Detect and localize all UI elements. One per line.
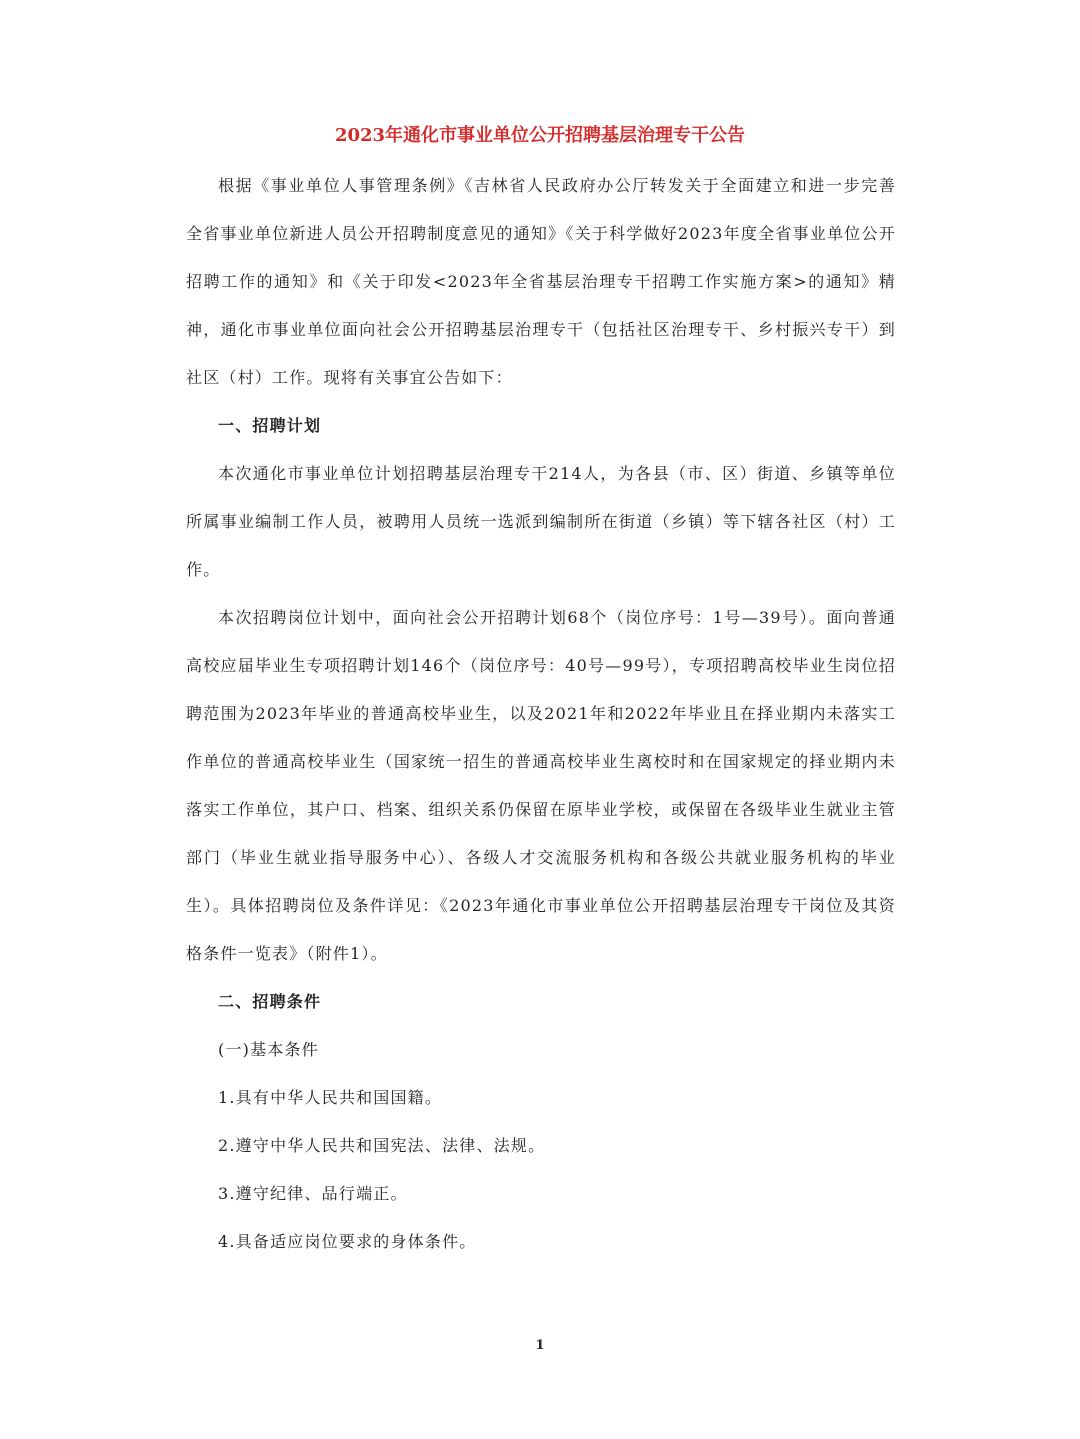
page-number: 1 bbox=[535, 1338, 545, 1353]
condition-item: 4.具备适应岗位要求的身体条件。 bbox=[218, 1232, 477, 1251]
section-heading-recruitment-conditions: 二、招聘条件 bbox=[218, 992, 322, 1011]
condition-item: 3.遵守纪律、品行端正。 bbox=[218, 1184, 408, 1203]
recruitment-plan-paragraph-2: 本次招聘岗位计划中，面向社会公开招聘计划68个（岗位序号：1号—39号）。面向普通高校应届毕业生专项招聘计划146个（岗位序号：40号—99号），专项招聘高校毕业生岗位招聘范围为2023年毕业的普通高校毕业生，以及2021年和2022年毕业且在择业期内未落实工作单位的普通高校毕业生（国家统一招生的普通高校毕业生离校时和在国家规定的择业期内未落实工作单位，其户口、档案、组织关系仍保留在原毕业学校，或保留在各级毕业生就业主管部门（毕业生就业指导服务中心）、各级人才交流服务机构和各级公共就业服务机构的毕业生）。具体招聘岗位及条件详见：《2023年通化市事业单位公开招聘基层治理专干岗位及其资格条件一览表》（附件1）。 bbox=[186, 608, 896, 963]
document-body bbox=[186, 162, 896, 1266]
section-heading-recruitment-plan: 一、招聘计划 bbox=[218, 416, 322, 435]
recruitment-plan-paragraph-1: 本次通化市事业单位计划招聘基层治理专干214人，为各县（市、区）街道、乡镇等单位所属事业编制工作人员，被聘用人员统一选派到编制所在街道（乡镇）等下辖各社区（村）工作。 bbox=[186, 464, 896, 579]
document-title: 2023年通化市事业单位公开招聘基层治理专干公告 bbox=[334, 125, 746, 146]
intro-paragraph: 根据《事业单位人事管理条例》《吉林省人民政府办公厅转发关于全面建立和进一步完善全省事业单位新进人员公开招聘制度意见的通知》《关于科学做好2023年度全省事业单位公开招聘工作的通知》和《关于印发<2023年全省基层治理专干招聘工作实施方案>的通知》精神，通化市事业单位面向社会公开招聘基层治理专干（包括社区治理专干、乡村振兴专干）到社区（村）工作。现将有关事宜公告如下： bbox=[186, 176, 896, 387]
subheading-basic-conditions: (一)基本条件 bbox=[218, 1040, 319, 1059]
condition-item: 1.具有中华人民共和国国籍。 bbox=[218, 1088, 443, 1107]
condition-item: 2.遵守中华人民共和国宪法、法律、法规。 bbox=[218, 1136, 546, 1155]
